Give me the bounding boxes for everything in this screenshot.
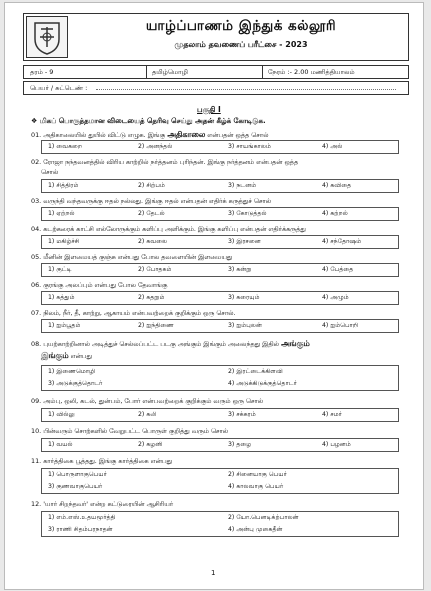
option[interactable]: 3) தழை [228,441,252,448]
options-box [41,207,399,221]
option[interactable]: 2) தேடல் [138,210,165,217]
school-name: யாழ்ப்பாணம் இந்துக் கல்லூரி [145,18,337,34]
question-3: 03. வருந்தி வந்தவருக்கு ஈதல் நல்லது. இங்கு ஈதல் என்பதன் எதிர்க் கருத்துச் சொல் [31,197,272,205]
option[interactable]: 3) சாயங்காலம் [228,143,272,150]
option[interactable]: 4) அன்பு முகைதீன் [228,526,283,533]
option[interactable]: 1) வில்லு [48,411,75,418]
question-8: 08. புயற்காற்றினால் அடித்துச் செல்லப்பட்ட படகு அங்கும் இங்கும் அலைந்தது இதில் அங்கும் [31,339,310,348]
options-box [41,511,399,537]
name-label: பெயர் / சுட்டெண் : [30,84,88,92]
question-11: 11. கார்த்திகை பூத்தது. இங்கு கார்த்திகை என்பது [31,457,173,465]
grade-label: தரம் - 9 [30,68,54,76]
time-label: நேரம் :- 2.00 மணித்தியாலம் [268,68,355,76]
question-7: 07. நிலம், நீர், தீ, காற்று, ஆகாயம் என்பவற்றைக் குறிக்கும் ஒரு சொல். [31,309,236,317]
option[interactable]: 3) குணவாகுபெயர் [48,483,103,490]
option[interactable]: 4) சமர் [322,411,342,418]
option[interactable]: 1) ஏற்றல் [48,210,75,217]
option[interactable]: 1) வயல் [48,441,73,448]
question-1: 01. அதிகாலையில் துயில் விட்டு எழுக. இங்கு அதிகாலை என்பதன் ஒத்த சொல் [31,130,269,139]
options-box [41,438,399,452]
option[interactable]: 3) அடுக்குத்தொடர் [48,380,103,387]
options-box [41,365,399,391]
option[interactable]: 4) அல் [322,143,343,150]
option[interactable]: 2) கழனி [138,441,163,448]
option[interactable]: 2) கலி [138,411,157,418]
option[interactable]: 1) சித்திரம் [48,182,79,189]
option[interactable]: 1) பொருளாகுபெயர் [48,471,107,478]
option[interactable]: 4) கற்றல் [322,210,348,217]
option[interactable]: 1) வைகறை [48,143,83,150]
question-4: 04. கடற்கரைக் காட்சி எல்லோருக்கும் களிப்பு அளிக்கும். இங்கு களிப்பு என்பதன் எதிர்க்கருத்து [31,225,306,233]
option[interactable]: 2) கவலை [138,238,168,245]
option[interactable]: 4) காலவாகு பெயர் [228,483,284,490]
option[interactable]: 1) எம்.எஸ்.உதயமூர்த்தி [48,514,116,521]
school-crest-icon [26,16,68,58]
part-heading: பகுதி I [197,105,221,114]
options-box [41,235,399,249]
option[interactable]: 2) கதறும் [138,294,165,301]
question-5: 05. மீனின் இளமையத் குஞ்சு என்பது போல தவளையின் இளமையது [31,253,233,261]
page-number: 1 [211,569,216,577]
options-box [41,291,399,305]
question-2-cont: சொல் [41,168,59,176]
options-box [41,140,399,154]
options-box [41,319,399,333]
exam-title: முதலாம் தவணைப் பரீட்சை - 2023 [174,40,308,49]
subject-label: தமிழ்மொழி [152,68,188,76]
options-box [41,408,399,422]
option[interactable]: 1) கத்தும் [48,294,75,301]
question-10: 10. பின்வரும் சொற்களில் வேறுபட்ட பொருள் குறித்து வரும் சொல் [31,427,229,435]
question-9: 09. அம்பு, ஒலி, கடல், துன்பம், போர் என்பவற்றைக் குறிக்கும் வரும் ஒரு சொல் [31,397,264,405]
option[interactable]: 3) கோடுத்தல் [228,210,267,217]
options-box [41,263,399,277]
option[interactable]: 4) அழும் [322,294,349,301]
option[interactable]: 2) அனந்தல் [138,143,173,150]
option[interactable]: 3) இரசனை [228,238,261,245]
option[interactable]: 4) கவிதை [322,182,352,189]
question-12: 12. 'யார் சிறந்தவர்' என்ற கட்டுரையின் ஆசிரியர் [31,500,174,508]
option[interactable]: 1) குட்டி [48,266,72,273]
option[interactable]: 3) கன்று [228,266,252,273]
option[interactable]: 2) இரட்டைக்கிளவி [228,368,283,375]
option[interactable]: 2) போதகம் [138,266,172,273]
option[interactable]: 3) ராணி சிதம்பரநாதன் [48,526,113,533]
option[interactable]: 1) ஐம்பூதம் [48,322,81,329]
option[interactable]: 4) ஐம்பொறி [322,322,359,329]
info-row [23,65,409,79]
exam-header [23,13,409,61]
option[interactable]: 2) சினையாகு பெயர் [228,471,287,478]
name-row [23,81,409,95]
option[interactable]: 3) சக்கரம் [228,411,256,418]
option[interactable]: 2) சிற்பம் [138,182,165,189]
option[interactable]: 3) நடனம் [228,182,257,189]
question-6: 06. குரங்கு அலப்பும் என்பது போல தேவாங்கு [31,281,168,289]
option[interactable]: 3) ஐம்புலன் [228,322,263,329]
options-box [41,468,399,494]
option[interactable]: 4) பேத்தை [322,266,354,273]
option[interactable]: 4) பழனம் [322,441,351,448]
question-8-cont: இங்கும் என்பது [41,351,93,360]
option[interactable]: 4) அடுக்கிடுக்குத்தொடர் [228,380,297,387]
question-2: 02. ரோஜா நந்தவனத்தில் விரிய காற்றில் நர்த்தனம் புரிந்தன். இங்கு நர்த்தனம் என்பதன் ஒத்த [31,158,299,166]
option[interactable]: 2) யோ.பெனடிக்ற்பாலன் [228,514,299,521]
instruction: ❖ மிகப் பொருத்தமான விடையைத் தெரிவு செய்து அதன் கீழ்க் கோடிடுக. [31,117,266,125]
option[interactable]: 1) இணைமொழி [48,368,96,375]
option[interactable]: 4) சந்தோஷம் [322,238,362,245]
option[interactable]: 1) மகிழ்ச்சி [48,238,80,245]
options-box [41,179,399,193]
option[interactable]: 3) கரையும் [228,294,260,301]
exam-page [4,2,424,590]
option[interactable]: 2) ஐந்திணை [138,322,175,329]
